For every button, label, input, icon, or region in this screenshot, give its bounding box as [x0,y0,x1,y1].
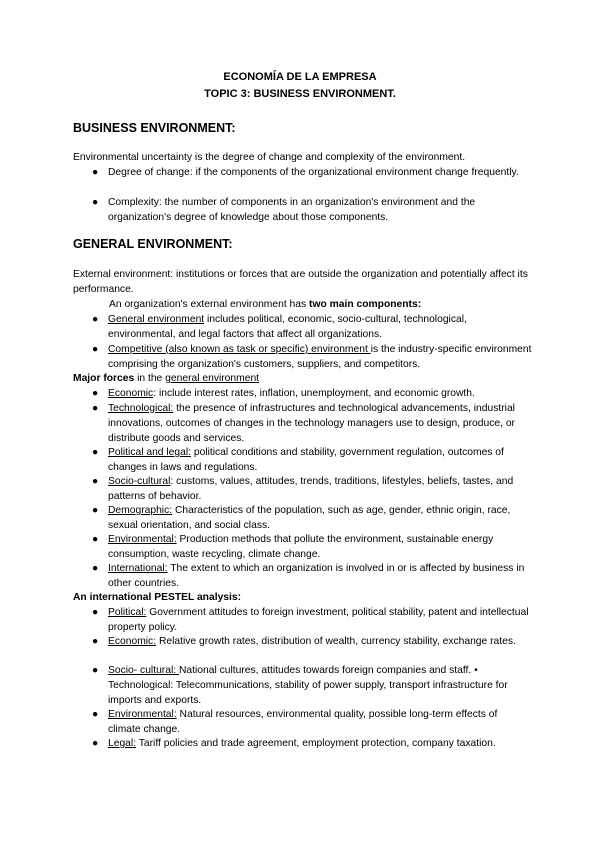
bullet-icon: ● [92,403,99,414]
bullet-text: Tariff policies and trade agreement, employment protection, company taxation. [136,738,496,749]
bullet-label: Environmental: [108,709,177,720]
bullet-item [92,605,532,635]
bullet-icon: ● [92,447,99,458]
bullet-icon: ● [92,314,99,325]
bullet-icon: ● [92,636,99,647]
bullet-text: : customs, values, attitudes, trends, traditions, lifestyles, beliefs, tastes, and patterns of behavior. [108,476,514,502]
bullet-icon: ● [92,738,99,749]
bullet-label: Economic [108,388,154,399]
bullet-icon: ● [92,534,99,545]
bullet-item [92,312,532,342]
bullet-text: is the industry-specific environment comprising the organization's customers, suppliers, and competitors. [108,344,532,370]
bullet-icon: ● [92,607,99,618]
bullet-label: Socio- cultural: [108,665,179,676]
bullet-icon: ● [92,505,99,516]
bullet-item [92,195,532,225]
bullet-text: political conditions and stability, government regulation, outcomes of changes in laws and regulations. [108,447,504,473]
bullet-item [92,386,532,401]
paragraph-uncertainty: Environmental uncertainty is the degree of change and complexity of the environment. [73,152,466,163]
bullet-text: Complexity: the number of components in an organization's environment and the organization's degree of knowledge about those components. [108,197,476,223]
major-forces-bold: Major forces [73,373,135,384]
bullet-item [92,445,532,475]
bullet-label: Political: [108,607,147,618]
bullet-text: includes political, economic, socio-cultural, technological, environmental, and legal factors that affect all organizations. [108,314,467,340]
bullet-text: National cultures, attitudes towards foreign companies and staff. • Technological: Telecommunications, stability of power supply, transport infrastructure for imports and exports. [108,665,508,706]
bullet-item [92,707,532,737]
bullet-text: Characteristics of the population, such as age, gender, ethnic origin, race, sexual orientation, and social class. [108,505,511,531]
components-intro [109,297,529,312]
major-forces-heading [73,371,528,386]
section-heading-general-environment: GENERAL ENVIRONMENT: [73,237,233,251]
components-bold: two main components: [309,299,422,310]
document-subtitle: TOPIC 3: BUSINESS ENVIRONMENT. [204,88,396,100]
bullet-label: Competitive (also known as task or specific) environment [108,344,371,355]
bullet-text: the presence of infrastructures and technological advancements, industrial innovations, outcomes of changes in the technology managers use to design, produce, or distribute goods and services. [108,403,515,444]
bullet-label: Political and legal: [108,447,191,458]
document-title: ECONOMÍA DE LA EMPRESA [223,71,377,83]
bullet-label: International: [108,563,168,574]
bullet-icon: ● [92,563,99,574]
bullet-item [92,474,532,504]
bullet-label: General environment [108,314,205,325]
bullet-label: Economic: [108,636,157,647]
bullet-item [92,342,532,372]
bullet-item [92,401,532,446]
bullet-item [92,503,532,533]
bullet-icon: ● [92,197,99,208]
bullet-label: Legal: [108,738,137,749]
bullet-text: Relative growth rates, distribution of wealth, currency stability, exchange rates. [156,636,516,647]
bullet-text: : include interest rates, inflation, unemployment, and economic growth. [153,388,475,399]
bullet-item [92,663,532,708]
major-forces-link: general environment [165,373,260,384]
pestel-heading: An international PESTEL analysis: [73,592,242,603]
section-heading-business-environment: BUSINESS ENVIRONMENT: [73,121,236,135]
bullet-icon: ● [92,709,99,720]
bullet-icon: ● [92,388,99,399]
bullet-icon: ● [92,476,99,487]
bullet-text: The extent to which an organization is involved in or is affected by business in other countries. [108,563,525,589]
bullet-text: Natural resources, environmental quality, possible long-term effects of climate change. [108,709,498,735]
bullet-icon: ● [92,167,99,178]
bullet-label: Environmental: [108,534,177,545]
bullet-item [92,532,532,562]
bullet-text: Production methods that pollute the environment, sustainable energy consumption, waste recycling, climate change. [108,534,494,560]
major-forces-mid: in the [134,373,166,384]
bullet-item [92,736,532,751]
components-prefix: An organization's external environment has [109,299,310,310]
bullet-icon: ● [92,344,99,355]
bullet-icon: ● [92,665,99,676]
paragraph-external-environment: External environment: institutions or forces that are outside the organization and potentially affect its performance. [73,269,528,295]
bullet-label: Technological: [108,403,174,414]
bullet-label: Demographic: [108,505,173,516]
bullet-text: Government attitudes to foreign investment, political stability, patent and intellectual property policy. [108,607,529,633]
bullet-text: Degree of change: if the components of the organizational environment change frequently. [108,167,519,178]
bullet-label: Socio-cultural [108,476,171,487]
bullet-item [92,165,532,180]
bullet-item [92,561,532,591]
bullet-item [92,634,532,649]
